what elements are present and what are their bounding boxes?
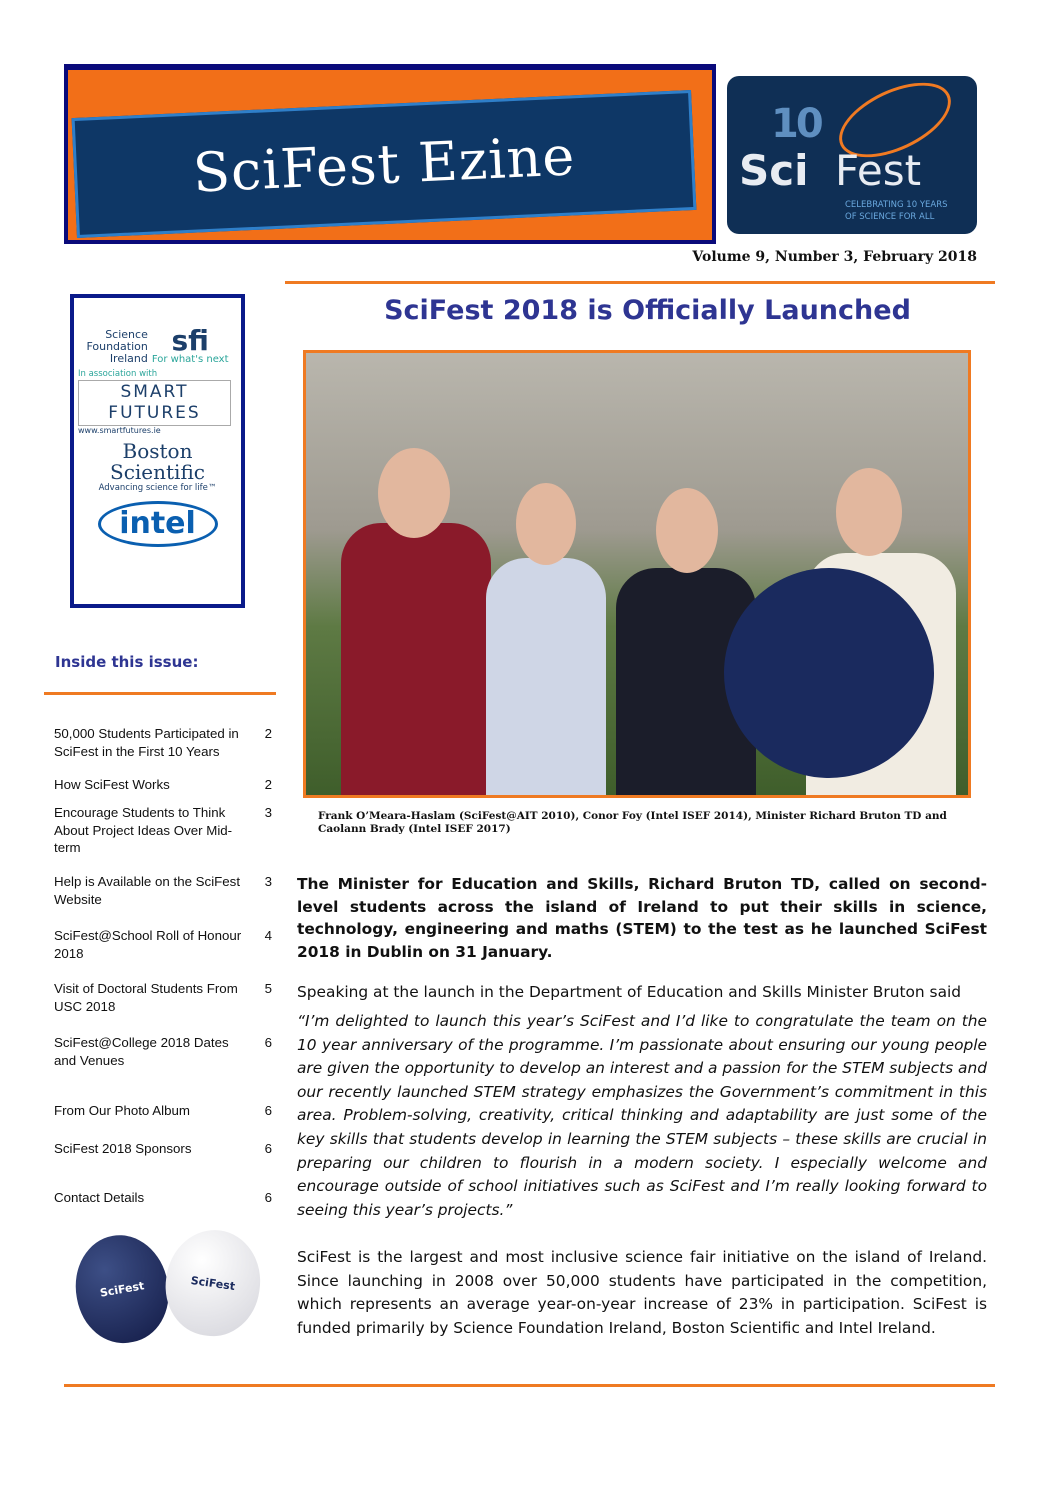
intel-logo: intel bbox=[98, 501, 218, 547]
toc-page: 3 bbox=[264, 874, 272, 889]
toc-title: From Our Photo Album bbox=[54, 1103, 190, 1118]
article-body bbox=[297, 873, 987, 1340]
toc-item[interactable] bbox=[54, 725, 272, 760]
logo-sci: Sci bbox=[739, 146, 809, 195]
sfi-text: Science bbox=[105, 328, 148, 341]
boston-scientific-text: Boston bbox=[122, 439, 193, 463]
logo-tagline: CELEBRATING 10 YEARS bbox=[845, 200, 948, 210]
balloon-text: SciFest bbox=[190, 1273, 236, 1293]
smart-futures-text: SMART bbox=[120, 382, 189, 402]
photo-caption: Frank O’Meara-Haslam (SciFest@AIT 2010), Conor Foy (Intel ISEF 2014), Minister Richard Bruton TD and Caolann Brady (Intel ISEF 2017) bbox=[318, 810, 947, 835]
smart-futures-url: www.smartfutures.ie bbox=[78, 426, 161, 435]
toc-title: How SciFest Works bbox=[54, 777, 170, 792]
logo-fest: Fest bbox=[835, 146, 922, 195]
boston-tagline: Advancing science for life™ bbox=[98, 483, 217, 493]
masthead-title: SciFest Ezine bbox=[191, 123, 577, 205]
smart-futures-text: FUTURES bbox=[108, 403, 201, 423]
toc-title: SciFest@College 2018 Dates and Venues bbox=[54, 1035, 229, 1068]
toc-page: 3 bbox=[264, 805, 272, 820]
lead-paragraph: The Minister for Education and Skills, Richard Bruton TD, called on second-level students across the island of Ireland to put their skills in science, technology, engineering and maths (STEM) to the test as he launched SciFest 2018 in Dublin on 31 January. bbox=[297, 875, 987, 961]
toc-page: 6 bbox=[264, 1190, 272, 1205]
minister-quote: “I’m delighted to launch this year’s SciFest and I’d like to congratulate the team on the 10 year anniversary of the programme. I’m passionate about ensuring our young people are given the opportunity to develop an interest and a passion for the STEM subjects and our recently launched STEM strategy emphasizes the Government’s commitment in this area. Problem-solving, creativity, critical thinking and adaptability are just some of the key skills that students develop in learning the STEM subjects – these skills are crucial in preparing our children to flourish in a modern society. I especially welcome and encourage outside of school initiatives such as SciFest and I’m really looking forward to seeing this year’s projects.” bbox=[297, 1011, 987, 1219]
boston-scientific-text: Scientific bbox=[110, 460, 205, 484]
sfi-wordmark: sfi bbox=[171, 324, 209, 357]
toc-item[interactable] bbox=[54, 1034, 272, 1069]
toc-item[interactable] bbox=[54, 804, 272, 857]
divider bbox=[285, 281, 995, 284]
toc-page: 2 bbox=[264, 777, 272, 792]
toc-title: Contact Details bbox=[54, 1190, 145, 1205]
toc-page: 6 bbox=[264, 1103, 272, 1118]
toc-page: 6 bbox=[264, 1035, 272, 1050]
logo-ten: 10 bbox=[771, 101, 821, 147]
toc-item[interactable] bbox=[54, 927, 272, 962]
toc-item[interactable] bbox=[54, 1102, 272, 1120]
toc-title: Encourage Students to Think About Project Ideas Over Mid-term bbox=[54, 805, 233, 855]
toc-title: Help is Available on the SciFest Website bbox=[54, 874, 241, 907]
footer-divider bbox=[64, 1384, 995, 1387]
toc-item[interactable] bbox=[54, 980, 272, 1015]
toc-item[interactable] bbox=[54, 873, 272, 908]
inside-issue-heading: Inside this issue: bbox=[55, 653, 199, 671]
issue-info: Volume 9, Number 3, February 2018 bbox=[692, 249, 977, 265]
paragraph: Speaking at the launch in the Department of Education and Skills Minister Bruton said bbox=[297, 983, 962, 1002]
divider bbox=[44, 692, 276, 695]
toc-item[interactable] bbox=[54, 1140, 272, 1158]
launch-photo bbox=[303, 350, 971, 798]
toc-title: SciFest@School Roll of Honour 2018 bbox=[54, 928, 242, 961]
balloon-text: SciFest bbox=[98, 1278, 146, 1300]
balloon-white bbox=[159, 1224, 267, 1342]
sponsor-logos bbox=[70, 294, 245, 608]
sfi-text: Foundation bbox=[86, 340, 148, 353]
sfi-tagline: For what's next bbox=[151, 354, 229, 365]
scifest-10-logo bbox=[727, 76, 977, 234]
masthead-banner bbox=[64, 64, 716, 244]
assoc-text: In association with bbox=[78, 369, 158, 379]
toc-page: 6 bbox=[264, 1141, 272, 1156]
logo-tagline: OF SCIENCE FOR ALL bbox=[845, 212, 935, 222]
sfi-text: Ireland bbox=[109, 352, 148, 365]
toc-page: 2 bbox=[264, 726, 272, 741]
toc-title: Visit of Doctoral Students From USC 2018 bbox=[54, 981, 238, 1014]
paragraph: SciFest is the largest and most inclusive science fair initiative on the island of Ireland. Since launching in 2008 over 50,000 students have participated in the competition, which represents an average year-on-year increase of 23% in participation. SciFest is funded primarily by Science Foundation Ireland, Boston Scientific and Intel Ireland. bbox=[297, 1248, 987, 1337]
toc-page: 5 bbox=[264, 981, 272, 996]
balloon-navy bbox=[67, 1228, 176, 1350]
toc-item[interactable] bbox=[54, 776, 272, 794]
toc-title: 50,000 Students Participated in SciFest in the First 10 Years bbox=[54, 726, 239, 759]
masthead-title-panel bbox=[72, 90, 697, 238]
article-headline: SciFest 2018 is Officially Launched bbox=[384, 295, 911, 326]
toc-title: SciFest 2018 Sponsors bbox=[54, 1141, 192, 1156]
toc-item[interactable] bbox=[54, 1189, 272, 1207]
sfi-logo bbox=[78, 324, 237, 365]
toc-page: 4 bbox=[264, 928, 272, 943]
